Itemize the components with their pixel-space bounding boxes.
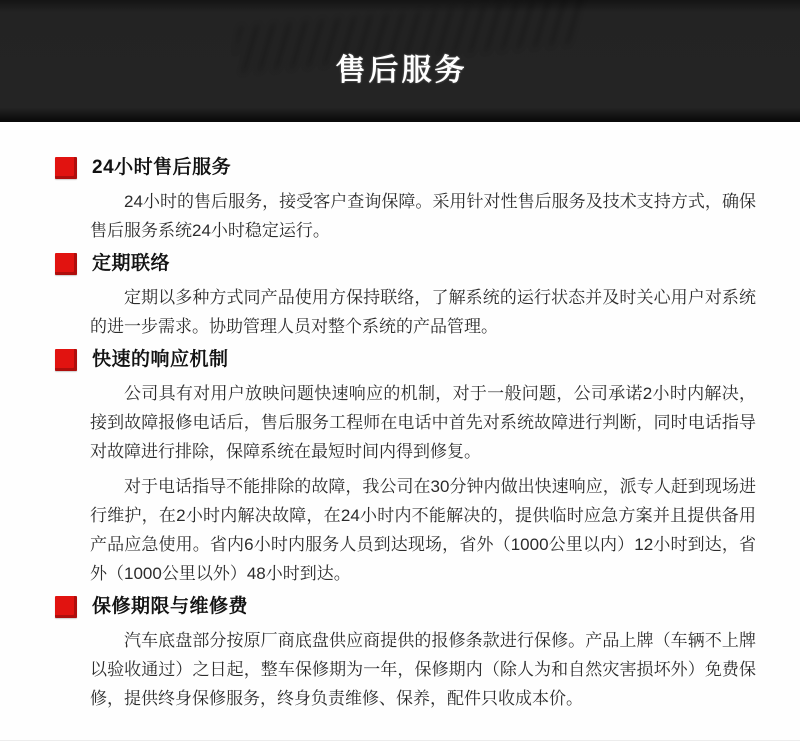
section-heading-row: [55, 251, 756, 277]
section-warranty-and-fees: [55, 594, 756, 713]
section-heading-row: [55, 155, 756, 181]
section-paragraph: 汽车底盘部分按原厂商底盘供应商提供的报修条款进行保修。产品上牌（车辆不上牌以验收通过）之日起，整车保修期为一年，保修期内（除人为和自然灾害损坏外）免费保修，提供终身保修服务，终身负责维修、保养，配件只收成本价。: [90, 631, 756, 708]
red-square-bullet-icon: [55, 157, 77, 179]
section-regular-contact: [55, 251, 756, 341]
banner: [0, 0, 800, 122]
section-paragraph: 定期以多种方式同产品使用方保持联络，了解系统的运行状态并及时关心用户对系统的进一步需求。协助管理人员对整个系统的产品管理。: [90, 288, 756, 336]
section-heading-row: [55, 347, 756, 373]
section-paragraph: 对于电话指导不能排除的故障，我公司在30分钟内做出快速响应，派专人赶到现场进行维护，在2小时内解决故障，在24小时内不能解决的，提供临时应急方案并且提供备用产品应急使用。省内6小时内服务人员到达现场，省外（1000公里以内）12小时到达，省外（1000公里以外）48小时到达。: [90, 477, 756, 583]
red-square-bullet-icon: [55, 253, 77, 275]
section-paragraph: 公司具有对用户放映问题快速响应的机制，对于一般问题，公司承诺2小时内解决，接到故障报修电话后，售后服务工程师在电话中首先对系统故障进行判断，同时电话指导对故障进行排除，保障系统在最短时间内得到修复。: [90, 384, 756, 461]
red-square-bullet-icon: [55, 349, 77, 371]
page-title: 售后服务: [335, 54, 468, 87]
section-heading: 保修期限与维修费: [92, 596, 249, 617]
section-24h-after-sales: [55, 155, 756, 245]
section-heading: 定期联络: [92, 253, 171, 274]
section-rapid-response: [55, 347, 756, 588]
section-heading: 快速的响应机制: [92, 349, 229, 370]
section-heading-row: [55, 594, 756, 620]
content: [0, 122, 800, 713]
section-paragraph: 24小时的售后服务，接受客户查询保障。采用针对性售后服务及技术支持方式，确保售后服务系统24小时稳定运行。: [90, 192, 756, 240]
red-square-bullet-icon: [55, 596, 77, 618]
section-heading: 24小时售后服务: [92, 157, 232, 178]
